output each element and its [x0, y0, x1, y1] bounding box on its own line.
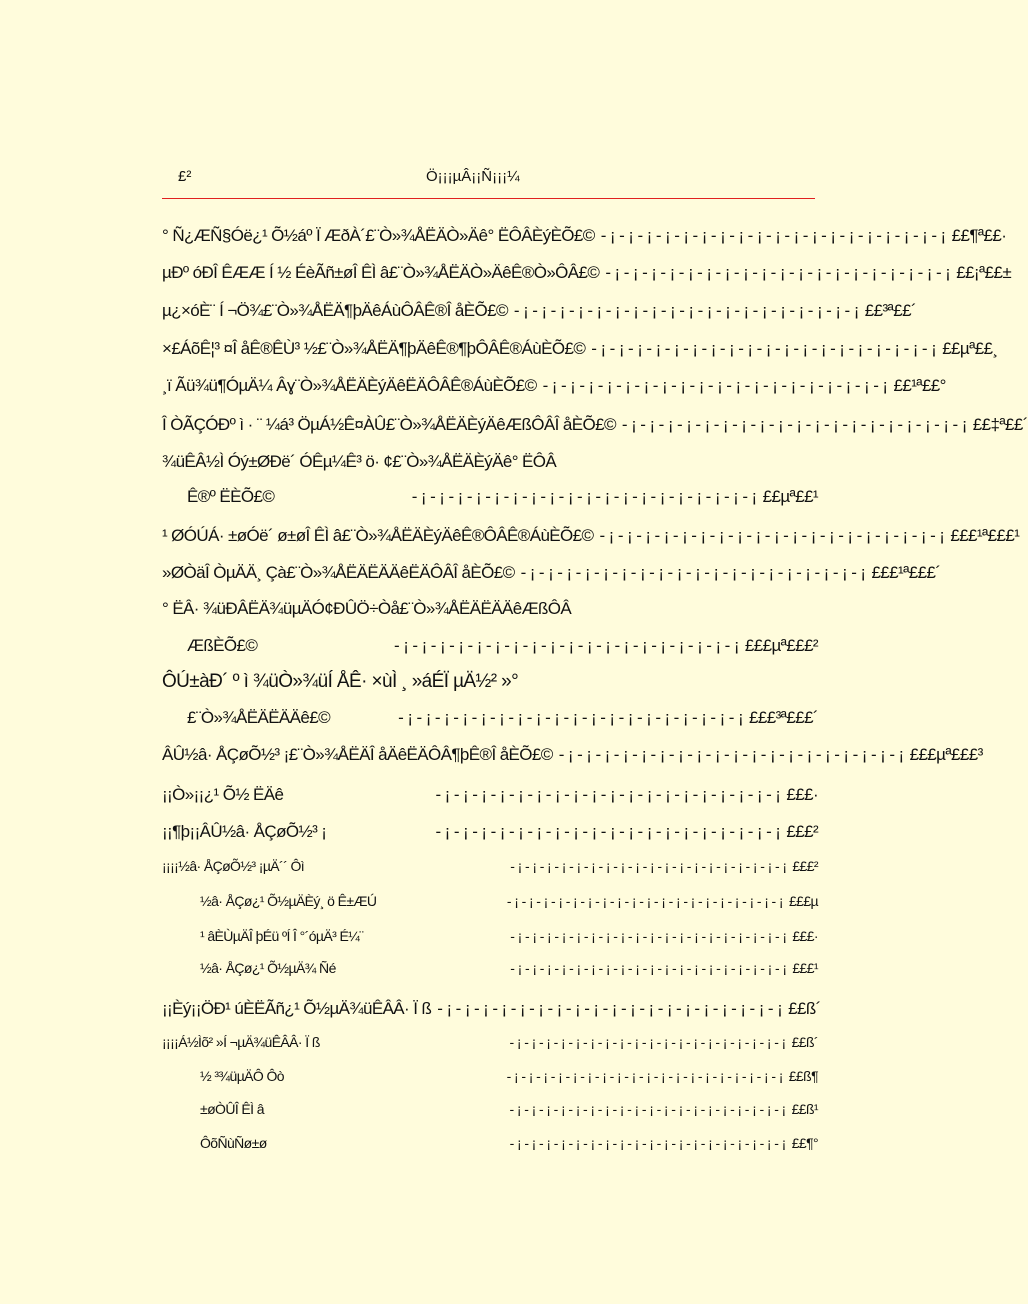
- toc-entry[interactable]: [162, 599, 571, 619]
- toc-entry[interactable]: [162, 376, 946, 396]
- toc-dot-leader: ¡ - ¡ - ¡ - ¡ - ¡ - ¡ - ¡ - ¡ - ¡ - ¡ - ¡ - ¡ - ¡ - ¡ - ¡ - ¡ - ¡ - ¡ - ¡ -: [506, 893, 783, 909]
- toc-entry[interactable]: [162, 858, 818, 874]
- toc-entry-title: ¡¡Ò»¡¡¿¹ Õ½ ËÄê: [162, 785, 284, 804]
- toc-dot-leader: ¡ - ¡ - ¡ - ¡ - ¡ - ¡ - ¡ - ¡ - ¡ - ¡ - ¡ - ¡ - ¡ - ¡ - ¡ - ¡ - ¡ - ¡ - ¡ -: [510, 858, 787, 874]
- toc-entry-page: ££ß´: [791, 1034, 818, 1050]
- toc-dot-leader: ¡ - ¡ - ¡ - ¡ - ¡ - ¡ - ¡ - ¡ - ¡ - ¡ - ¡ - ¡ - ¡ - ¡ - ¡ - ¡ - ¡ - ¡ - ¡ -: [558, 745, 904, 764]
- toc-dot-leader: ¡ - ¡ - ¡ - ¡ - ¡ - ¡ - ¡ - ¡ - ¡ - ¡ - ¡ - ¡ - ¡ - ¡ - ¡ - ¡ - ¡ - ¡ - ¡ -: [435, 822, 781, 841]
- toc-entry-page: ££¹ª££°: [893, 376, 946, 395]
- toc-entry-page: £££²: [786, 822, 818, 841]
- toc-dot-leader: ¡ - ¡ - ¡ - ¡ - ¡ - ¡ - ¡ - ¡ - ¡ - ¡ - ¡ - ¡ - ¡ - ¡ - ¡ - ¡ - ¡ - ¡ - ¡ -: [599, 526, 945, 545]
- toc-dot-leader: ¡ - ¡ - ¡ - ¡ - ¡ - ¡ - ¡ - ¡ - ¡ - ¡ - ¡ - ¡ - ¡ - ¡ - ¡ - ¡ - ¡ - ¡ - ¡ -: [435, 785, 781, 804]
- toc-dot-leader: ¡ - ¡ - ¡ - ¡ - ¡ - ¡ - ¡ - ¡ - ¡ - ¡ - ¡ - ¡ - ¡ - ¡ - ¡ - ¡ - ¡ - ¡ - ¡ -: [510, 928, 787, 944]
- toc-dot-leader: ¡ - ¡ - ¡ - ¡ - ¡ - ¡ - ¡ - ¡ - ¡ - ¡ - ¡ - ¡ - ¡ - ¡ - ¡ - ¡ - ¡ - ¡ - ¡ -: [506, 1068, 783, 1084]
- toc-entry-page: ££¶ª££·: [951, 226, 1007, 245]
- toc-entry[interactable]: [162, 226, 1007, 246]
- toc-entry-title: Ê®º ËÈÕ£©: [187, 487, 275, 506]
- toc-entry[interactable]: [162, 563, 941, 583]
- toc-entry-title: µ¿×óÈ¨ Í ¬Ö¾£¨Ò»¾ÅËÄ¶þÄêÁùÔÂÊ®Î åÈÕ£©: [162, 301, 508, 320]
- toc-entry-page: £££·: [786, 785, 818, 804]
- page-number: £²: [178, 168, 192, 185]
- toc-dot-leader: ¡ - ¡ - ¡ - ¡ - ¡ - ¡ - ¡ - ¡ - ¡ - ¡ - ¡ - ¡ - ¡ - ¡ - ¡ - ¡ - ¡ - ¡ - ¡ -: [510, 960, 787, 976]
- toc-entry[interactable]: [162, 1034, 818, 1050]
- toc-entry-page: £££²: [792, 858, 818, 874]
- toc-dot-leader: ¡ - ¡ - ¡ - ¡ - ¡ - ¡ - ¡ - ¡ - ¡ - ¡ - ¡ - ¡ - ¡ - ¡ - ¡ - ¡ - ¡ - ¡ - ¡ -: [605, 263, 951, 282]
- toc-entry-title: Î ÒÃÇÓÐº ì · ¨ ¼á³ ÖµÁ½Ê¤ÀÛ£¨Ò»¾ÅËÄÈýÄêÆßÔÂÎ åÈÕ£©: [162, 415, 616, 434]
- toc-entry[interactable]: [162, 785, 818, 805]
- toc-dot-leader: ¡ - ¡ - ¡ - ¡ - ¡ - ¡ - ¡ - ¡ - ¡ - ¡ - ¡ - ¡ - ¡ - ¡ - ¡ - ¡ - ¡ - ¡ - ¡ -: [600, 226, 946, 245]
- toc-entry-title: ° ËÂ· ¾üÐÂËÄ¾üµÄÓ¢ÐÛÖ÷Òå£¨Ò»¾ÅËÄËÄÄêÆßÔÂ: [162, 599, 572, 618]
- toc-dot-leader: ¡ - ¡ - ¡ - ¡ - ¡ - ¡ - ¡ - ¡ - ¡ - ¡ - ¡ - ¡ - ¡ - ¡ - ¡ - ¡ - ¡ - ¡ - ¡ -: [437, 999, 783, 1018]
- toc-entry[interactable]: [162, 822, 818, 842]
- toc-entry-title: ¹ âÈÙµÄÎ þÉü ºÍ Î °´óµÄ³ É¼¨: [200, 928, 364, 944]
- toc-entry-title: ÆßÈÕ£©: [187, 636, 258, 655]
- running-header-title: Ö¡¡¡µÂ¡¡Ñ¡¡¡¼: [426, 168, 520, 185]
- toc-entry[interactable]: [162, 999, 821, 1019]
- toc-entry-title: ±øÒÛÎ ÊÌ â: [200, 1101, 264, 1117]
- toc-entry-page: ££ß¹: [791, 1101, 818, 1117]
- toc-entry-title: ¸ï Ãü¾ü¶ÓµÄ¼ Âɣ¨Ò»¾ÅËÄÈýÄêËÄÔÂÊ®ÁùÈÕ£©: [162, 376, 537, 395]
- toc-entry-title: £¨Ò»¾ÅËÄËÄÄê£©: [187, 708, 331, 727]
- toc-entry-title: ¡¡Èý¡¡ÖÐ¹ úÈËÃñ¿¹ Õ½µÄ¾üÊÂÂ· Ï ß: [162, 999, 432, 1018]
- toc-entry-page: ££ß¶: [788, 1068, 818, 1084]
- toc-entry[interactable]: [162, 263, 1012, 283]
- toc-entry-page: ££µª££¸: [942, 339, 998, 358]
- toc-dot-leader: ¡ - ¡ - ¡ - ¡ - ¡ - ¡ - ¡ - ¡ - ¡ - ¡ - ¡ - ¡ - ¡ - ¡ - ¡ - ¡ - ¡ - ¡ - ¡ -: [509, 1135, 786, 1151]
- toc-entry-page: £££·: [792, 928, 818, 944]
- toc-entry-title: ¡¡¡¡½â· ÅÇøÕ½³ ¡µÄ´´ Ôì: [162, 858, 305, 874]
- toc-entry[interactable]: [187, 636, 818, 656]
- toc-entry[interactable]: [200, 893, 818, 909]
- toc-entry-page: £££³ª£££´: [749, 708, 818, 727]
- toc-entry-title: ¡¡¶þ¡¡ÂÛ½â· ÅÇøÕ½³ ¡: [162, 822, 327, 841]
- toc-entry-page: ££¡ª££±: [956, 263, 1012, 282]
- toc-entry-page: £££µª£££³: [909, 745, 983, 764]
- toc-entry-title: ¡¡¡¡Á½Ìõ² »Í ¬µÄ¾üÊÂÂ· Ï ß: [162, 1034, 320, 1050]
- toc-entry-title: µÐº óÐÎ ÊÆÆ Í ½ ÉèÃñ±øÎ ÊÌ â£¨Ò»¾ÅËÄÒ»ÄêÊ®Ò»ÔÂ£©: [162, 263, 600, 282]
- toc-dot-leader: ¡ - ¡ - ¡ - ¡ - ¡ - ¡ - ¡ - ¡ - ¡ - ¡ - ¡ - ¡ - ¡ - ¡ - ¡ - ¡ - ¡ - ¡ - ¡ -: [509, 1101, 786, 1117]
- toc-entry[interactable]: [162, 415, 1028, 435]
- toc-entry[interactable]: [187, 708, 818, 728]
- toc-entry[interactable]: [200, 1101, 818, 1117]
- toc-entry-page: ££‡ª££´: [972, 415, 1028, 434]
- toc-entry-page: ££¶°: [791, 1135, 818, 1151]
- toc-entry[interactable]: [200, 928, 818, 944]
- toc-entry[interactable]: [200, 1135, 818, 1151]
- toc-entry[interactable]: [162, 339, 998, 359]
- toc-entry-title: ×£ÁõÊ¦³ ¤Î åÊ®ÊÙ³ ½£¨Ò»¾ÅËÄ¶þÄêÊ®¶þÔÂÊ®ÁùÈÕ£©: [162, 339, 586, 358]
- toc-dot-leader: ¡ - ¡ - ¡ - ¡ - ¡ - ¡ - ¡ - ¡ - ¡ - ¡ - ¡ - ¡ - ¡ - ¡ - ¡ - ¡ - ¡ - ¡ - ¡ -: [394, 636, 739, 655]
- toc-entry-title: ° Ñ¿ÆÑ§Óë¿¹ Õ½áº Ï ÆðÀ´£¨Ò»¾ÅËÄÒ»Äê° ËÔÂÈýÈÕ£©: [162, 226, 595, 245]
- toc-entry[interactable]: [162, 671, 518, 693]
- toc-entry-title: ÔÚ±àÐ´ º ì ¾üÒ»¾üÍ ÅÊ· ×ùÌ ¸ »áÉÏ µÄ½² »°: [162, 671, 519, 692]
- toc-entry-title: ¹ ØÓÚÁ· ±øÓë´ ø±øÎ ÊÌ â£¨Ò»¾ÅËÄÈýÄêÊ®ÔÂÊ®ÁùÈÕ£©: [162, 526, 594, 545]
- toc-entry-page: £££¹ª£££´: [871, 563, 941, 582]
- toc-entry-title: ÔõÑùÑø±ø: [200, 1135, 267, 1151]
- toc-entry-title: ¾üÊÂ½Ì Óý±ØÐë´ ÓÊµ¼Ê³ ö· ¢£¨Ò»¾ÅËÄÈýÄê° ËÔÂ: [162, 452, 557, 471]
- toc-entry[interactable]: [200, 960, 818, 976]
- toc-entry[interactable]: [162, 452, 556, 472]
- toc-entry-title: »ØÒäÎ ÒµÄÄ¸ Çà£¨Ò»¾ÅËÄËÄÄêËÄÔÂÎ åÈÕ£©: [162, 563, 515, 582]
- toc-entry[interactable]: [162, 745, 983, 765]
- toc-dot-leader: ¡ - ¡ - ¡ - ¡ - ¡ - ¡ - ¡ - ¡ - ¡ - ¡ - ¡ - ¡ - ¡ - ¡ - ¡ - ¡ - ¡ - ¡ - ¡ -: [591, 339, 937, 358]
- toc-entry-title: ½ ³¾üµÄÔ Ôò: [200, 1068, 284, 1084]
- toc-dot-leader: ¡ - ¡ - ¡ - ¡ - ¡ - ¡ - ¡ - ¡ - ¡ - ¡ - ¡ - ¡ - ¡ - ¡ - ¡ - ¡ - ¡ - ¡ - ¡ -: [621, 415, 967, 434]
- toc-entry[interactable]: [162, 526, 1020, 546]
- toc-dot-leader: ¡ - ¡ - ¡ - ¡ - ¡ - ¡ - ¡ - ¡ - ¡ - ¡ - ¡ - ¡ - ¡ - ¡ - ¡ - ¡ - ¡ - ¡ - ¡ -: [398, 708, 744, 727]
- toc-dot-leader: ¡ - ¡ - ¡ - ¡ - ¡ - ¡ - ¡ - ¡ - ¡ - ¡ - ¡ - ¡ - ¡ - ¡ - ¡ - ¡ - ¡ - ¡ - ¡ -: [509, 1034, 786, 1050]
- toc-entry[interactable]: [187, 487, 818, 507]
- toc-dot-leader: ¡ - ¡ - ¡ - ¡ - ¡ - ¡ - ¡ - ¡ - ¡ - ¡ - ¡ - ¡ - ¡ - ¡ - ¡ - ¡ - ¡ - ¡ - ¡ -: [542, 376, 888, 395]
- toc-entry-page: £££µª£££²: [744, 636, 818, 655]
- toc-dot-leader: ¡ - ¡ - ¡ - ¡ - ¡ - ¡ - ¡ - ¡ - ¡ - ¡ - ¡ - ¡ - ¡ - ¡ - ¡ - ¡ - ¡ - ¡ - ¡ -: [411, 487, 757, 506]
- toc-entry-title: ÂÛ½â· ÅÇøÕ½³ ¡£¨Ò»¾ÅËÄÎ åÄêËÄÔÂ¶þÊ®Î åÈÕ£©: [162, 745, 553, 764]
- header-rule: [162, 198, 815, 199]
- toc-entry[interactable]: [162, 301, 917, 321]
- toc-entry-page: £££µ: [788, 893, 818, 909]
- toc-entry-page: £££¹ª£££¹: [950, 526, 1020, 545]
- toc-entry-title: ½â· ÅÇø¿¹ Õ½µÄÈý¸ ö Ê±ÆÚ: [200, 893, 377, 909]
- toc-entry-page: ££µª££¹: [762, 487, 818, 506]
- toc-entry-page: ££ß´: [788, 999, 821, 1018]
- toc-entry[interactable]: [200, 1068, 818, 1084]
- toc-entry-title: ½â· ÅÇø¿¹ Õ½µÄ¾ Ñé: [200, 960, 336, 976]
- toc-dot-leader: ¡ - ¡ - ¡ - ¡ - ¡ - ¡ - ¡ - ¡ - ¡ - ¡ - ¡ - ¡ - ¡ - ¡ - ¡ - ¡ - ¡ - ¡ - ¡ -: [513, 301, 859, 320]
- toc-dot-leader: ¡ - ¡ - ¡ - ¡ - ¡ - ¡ - ¡ - ¡ - ¡ - ¡ - ¡ - ¡ - ¡ - ¡ - ¡ - ¡ - ¡ - ¡ - ¡ -: [520, 563, 866, 582]
- toc-entry-page: ££³ª££´: [864, 301, 917, 320]
- toc-entry-page: £££¹: [792, 960, 818, 976]
